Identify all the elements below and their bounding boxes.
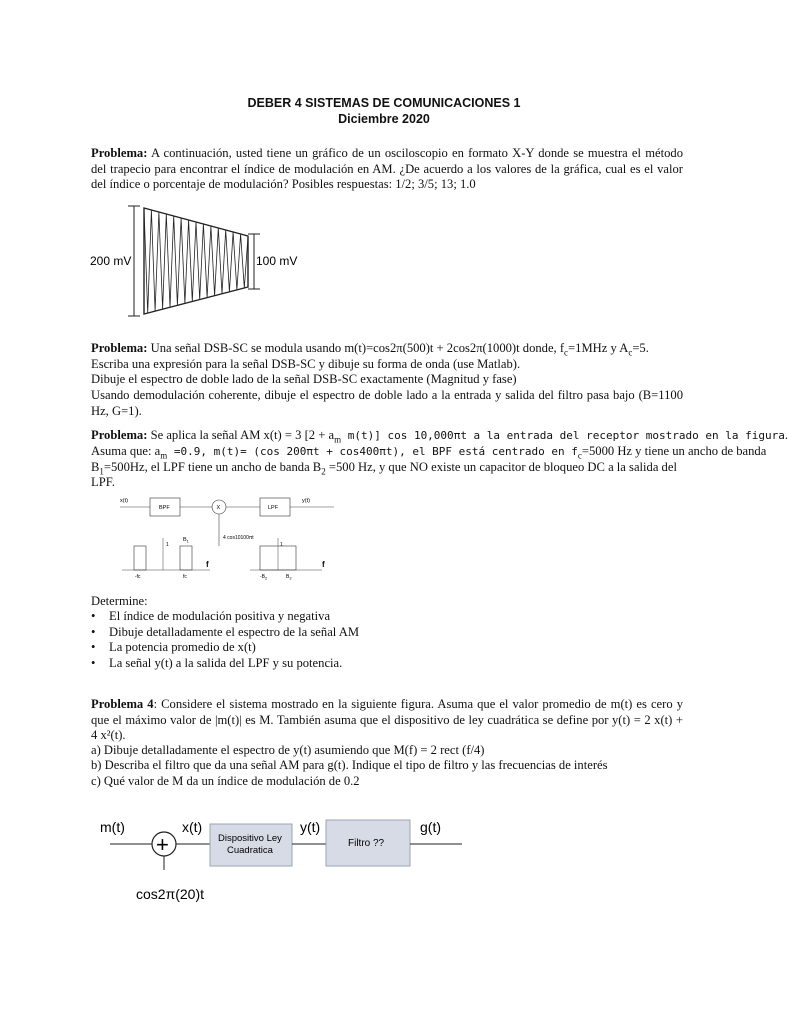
determine-label: Determine:	[91, 594, 148, 608]
carrier-label: cos2π(20)t	[136, 886, 205, 902]
b2-sub: 2	[289, 575, 292, 581]
bpf-gain-label: 1	[166, 542, 169, 548]
text: =5.	[632, 341, 649, 355]
text: (1000)t donde, f	[482, 341, 565, 355]
problem-2-line-4: Usando demodulación coherente, dibuje el espectro de doble lado a la entrada y salida del filtro pasa bajo (B=1100 Hz, G=1).	[91, 388, 683, 418]
problem-1-text	[91, 146, 683, 193]
bpf-bandwidth-label	[183, 537, 190, 544]
lpf-f-label: f	[322, 560, 325, 569]
square-law-block-diagram	[92, 810, 472, 910]
bpf-pos-passband	[180, 546, 192, 570]
multiplier-label: X	[216, 505, 221, 511]
trapezoid-trace	[144, 208, 248, 313]
text: B	[91, 460, 100, 474]
x-label: x(t)	[182, 819, 203, 835]
problem-4-body: : Considere el sistema mostrado en la siguiente figura. Asuma que el valor promedio de m(t) es cero y que el máximo valor de |m(t)| es M. También asuma que el dispositivo de ley cuadrática se define por y(t) = 2 x(t) + 4 x²(t).	[91, 697, 683, 743]
right-amplitude-label: 100 mV	[256, 254, 298, 268]
list-item: • La señal y(t) a la salida del LPF y su potencia.	[91, 656, 359, 672]
trapezoid-figure	[88, 198, 328, 328]
b2-text: B	[286, 574, 290, 580]
document-title: DEBER 4 SISTEMAS DE COMUNICACIONES 1	[247, 96, 521, 110]
b1-text: B	[183, 537, 187, 543]
oscillator-label: 4 cos10100πt	[223, 535, 254, 541]
bpf-neg-passband	[134, 546, 146, 570]
text: =5000 Hz y tiene un ancho de banda	[581, 444, 767, 458]
adder-plus: +	[156, 832, 169, 857]
text: =0.9, m(t)= (cos 200	[167, 445, 307, 458]
problem-label: Problema:	[91, 146, 148, 160]
document-date: Diciembre 2020	[338, 112, 430, 126]
text: Se aplica la señal AM x(t) = 3 [2 + a	[150, 428, 335, 442]
neg-b2-text: -B	[260, 574, 265, 580]
neg-b2-label	[260, 574, 268, 581]
subscript: c	[564, 347, 569, 358]
text: t + cos400	[312, 445, 380, 458]
problem-label: Problema:	[91, 428, 148, 442]
b1-sub: 1	[186, 538, 189, 544]
problem-label: Problema:	[91, 341, 148, 355]
subscript: c	[628, 347, 633, 358]
problem-4-item-a: a) Dibuje detalladamente el espectro de y(t) asumiendo que M(f) = 2 rect (f/4)	[91, 743, 485, 757]
problem-4-text	[91, 697, 683, 744]
subscript: c	[577, 450, 582, 461]
problem-label: Problema 4	[91, 697, 154, 711]
bpf-f-label: f	[206, 560, 209, 569]
subscript: m	[160, 450, 168, 461]
bpf-label: BPF	[159, 505, 170, 511]
text: Una señal DSB-SC se modula usando m(t)=cos2	[150, 341, 397, 355]
problem-4-item-b: b) Describa el filtro que da una señal AM para g(t). Indique el tipo de filtro y las frecuencias de interés	[91, 758, 608, 772]
list-item: • Dibuje detalladamente el espectro de la señal AM	[91, 625, 359, 641]
pi-symbol: π	[476, 341, 483, 355]
text: =500 Hz, y que NO existe un capacitor de bloqueo DC a la salida del	[325, 460, 677, 474]
pi-symbol: π	[396, 341, 403, 355]
text: m(t)] cos 10,000	[341, 429, 454, 442]
problem-2-line-2: Escriba una expresión para la señal DSB-SC y dibuje su forma de onda (use Matlab).	[91, 357, 521, 371]
y-label: y(t)	[300, 819, 321, 835]
b2-label	[286, 574, 292, 581]
text: =1MHz y A	[568, 341, 629, 355]
device-label-2: Cuadratica	[227, 845, 273, 856]
neg-b2-sub: 2	[265, 575, 268, 581]
problem-2-line-3: Dibuje el espectro de doble lado de la señal DSB-SC exactamente (Magnitud y fase)	[91, 372, 517, 386]
text: .	[784, 428, 788, 442]
neg-fc-label: -fc	[135, 574, 141, 580]
receiver-block-diagram	[110, 494, 350, 584]
fc-label: fc	[183, 574, 187, 580]
list-item: • La potencia promedio de x(t)	[91, 640, 359, 656]
subscript: 2	[321, 466, 326, 477]
pi-symbol: π	[306, 445, 313, 458]
m-label: m(t)	[100, 819, 125, 835]
text: Asuma que: a	[91, 444, 161, 458]
problem-1-body: A continuación, usted tiene un gráfico de un osciloscopio en formato X-Y donde se muestra el método del trapecio para encontrar el índice de modulación en AM. ¿De acuerdo a los valores de la gráfica, cual es el valor del índice o porcentaje de modulación? Posibles respuestas: 1/2; 3/5; 13; 1.0	[91, 146, 683, 192]
text: t a la entrada del receptor mostrado en la figura	[460, 429, 785, 442]
output-label: y(t)	[302, 498, 310, 504]
left-amplitude-label: 200 mV	[90, 254, 132, 268]
lpf-label: LPF	[268, 505, 279, 511]
input-label: x(t)	[120, 498, 128, 504]
device-label-1: Dispositivo Ley	[218, 833, 282, 844]
pi-symbol: π	[379, 445, 386, 458]
text: t), el BPF está centrado en f	[385, 445, 578, 458]
list-item: • El índice de modulación positiva y negativa	[91, 609, 359, 625]
filter-label: Filtro ??	[348, 838, 385, 849]
problem-4-item-c: c) Qué valor de M da un índice de modulación de 0.2	[91, 774, 360, 788]
pi-symbol: π	[453, 429, 461, 442]
text: (500)t + 2cos2	[402, 341, 477, 355]
lpf-gain-label: 1	[280, 542, 283, 548]
subscript: 1	[99, 466, 104, 477]
determine-list	[91, 609, 359, 671]
text: =500Hz, el LPF tiene un ancho de banda B	[103, 460, 322, 474]
subscript: m	[334, 434, 342, 445]
trapezoid-waveform	[144, 208, 248, 314]
g-label: g(t)	[420, 819, 441, 835]
problem-3-line-4: LPF.	[91, 475, 115, 489]
